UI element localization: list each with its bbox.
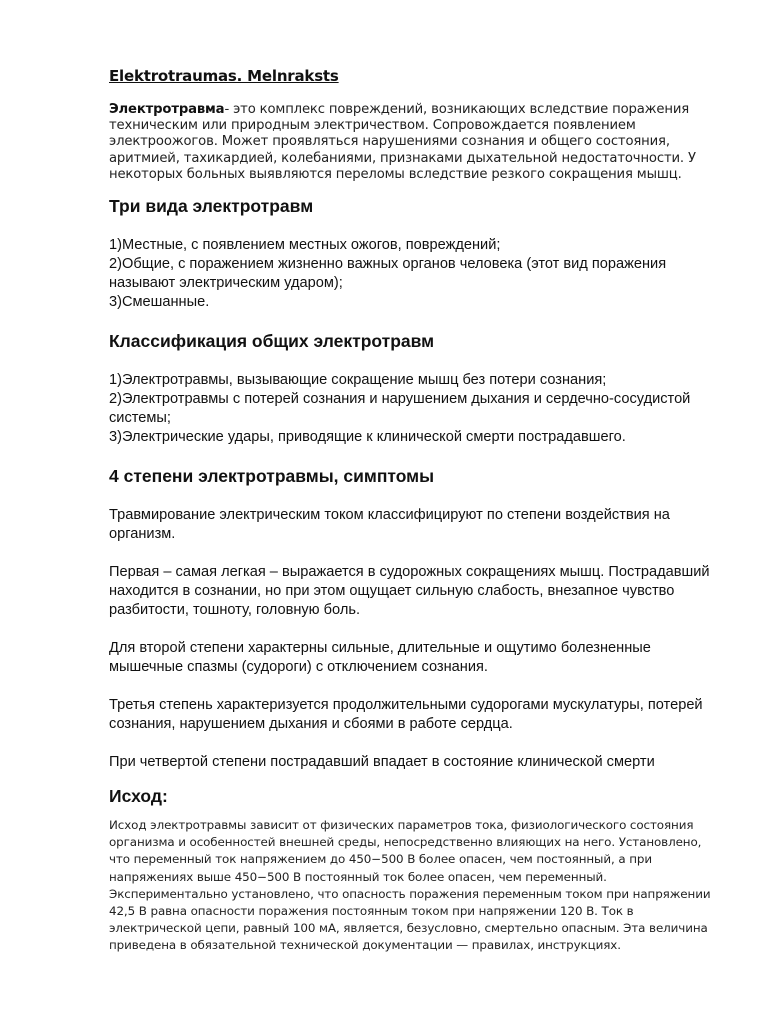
list-item: 2)Общие, с поражением жизненно важных органов человека (этот вид поражения называют электрическим ударом);	[109, 256, 667, 292]
degrees-heading: 4 степени электротравмы, симптомы	[109, 466, 435, 487]
outcome-paragraph: Исход электротравмы зависит от физических параметров тока, физиологического состояния организма и особенностей внешней среды, непосредственно влияющих на него. Установлено, что переменный ток напряжением до 450−500 В более опасен, чем постоянный, а при напряжениях выше 450−500 В постоянный ток более опасен, чем переменный. Экспериментально установлено, что опасность поражения переменным током при напряжении 42,5 В равна опасности поражения постоянным током при напряжении 120 В. Ток в электрической цепи, равный 100 мА, является, безусловно, смертельно опасным. Эта величина приведена в обязательной технической документации — правилах, инструкциях.	[109, 818, 711, 953]
degrees-paragraph: При четвертой степени пострадавший впадает в состояние клинической смерти	[109, 754, 655, 771]
list-item: 1)Электротравмы, вызывающие сокращение мышц без потери сознания;	[109, 372, 607, 389]
degrees-paragraph: Для второй степени характерны сильные, длительные и ощутимо болезненные мышечные спазмы (судороги) с отключением сознания.	[109, 640, 651, 676]
document-page	[109, 66, 715, 955]
intro-paragraph	[109, 102, 715, 183]
outcome-heading: Исход:	[109, 786, 168, 807]
classification-list	[109, 371, 715, 447]
document-title: Elektrotraumas. Melnraksts	[109, 67, 339, 85]
intro-text: - это комплекс повреждений, возникающих вследствие поражения техническим или природным электричеством. Сопровождается появлением электроожогов. Может проявляться нарушениями сознания и общего состояния, аритмией, тахикардией, колебаниями, признаками дыхательной недостаточности. У некоторых больных выявляются переломы вследствие резкого сокращения мышц.	[109, 102, 696, 182]
list-item: 2)Электротравмы с потерей сознания и нарушением дыхания и сердечно-сосудистой системы;	[109, 391, 691, 427]
list-item: 3)Смешанные.	[109, 294, 210, 311]
intro-term: Электротравма	[109, 102, 225, 117]
classification-heading: Классификация общих электротравм	[109, 331, 435, 352]
list-item: 3)Электрические удары, приводящие к клинической смерти пострадавшего.	[109, 429, 626, 446]
types-heading: Три вида электротравм	[109, 196, 314, 217]
types-list	[109, 236, 715, 312]
list-item: 1)Местные, с появлением местных ожогов, повреждений;	[109, 237, 501, 254]
degrees-paragraph: Травмирование электрическим током классифицируют по степени воздействия на организм.	[109, 507, 670, 543]
degrees-paragraph: Третья степень характеризуется продолжительными судорогами мускулатуры, потерей сознания, нарушением дыхания и сбоями в работе сердца.	[109, 697, 703, 733]
degrees-paragraph: Первая – самая легкая – выражается в судорожных сокращениях мышц. Пострадавший находится в сознании, но при этом ощущает сильную слабость, внезапное чувство разбитости, тошноту, головную боль.	[109, 564, 710, 619]
